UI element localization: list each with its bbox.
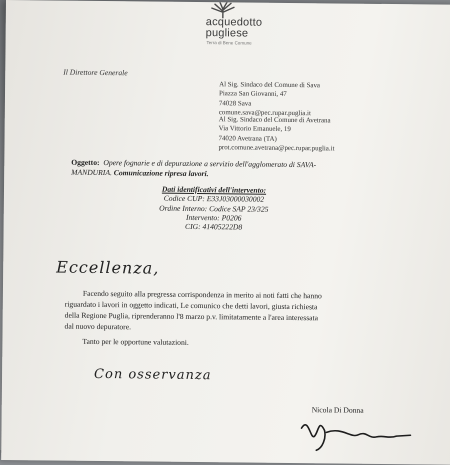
recipient-address-avetrana [218, 115, 334, 153]
body-line: della Regione Puglia, riprenderanno l'8 marzo p.v. limitatamente a l'area interessata [64, 310, 319, 323]
address-line: 74020 Avetrana (TA) [218, 134, 277, 143]
brand-name-line2: pugliese [205, 27, 249, 40]
identifiers-heading: Dati identificativi dell'intervento: [161, 184, 267, 195]
handwritten-closing: Con osservanza [94, 366, 212, 384]
sender-role: Il Direttore Generale [63, 67, 128, 78]
intervention-code: Intervento: P0206 [185, 212, 242, 223]
address-email: prot.comune.avetrana@pec.rupar.puglia.it [218, 144, 335, 153]
internal-order: Ordine Interno: Codice SAP 23/325 [159, 203, 269, 214]
subject-block [71, 158, 316, 181]
body-line: dal nuovo depuratore. [64, 321, 132, 332]
address-line: Piazza San Giovanni, 47 [218, 90, 287, 99]
address-line: Via Vittorio Emanuele, 19 [218, 125, 291, 134]
recipient-address-sava [219, 80, 320, 118]
subject-label: Oggetto: [71, 157, 100, 167]
handwritten-salutation: Eccellenza, [56, 257, 160, 278]
brand-name-line1: acquedotto [205, 16, 263, 29]
cup-code: Codice CUP: E33J03000030002 [163, 193, 265, 205]
subject-line2b: Comunicazione ripresa lavori. [113, 168, 209, 179]
letter-body [65, 288, 322, 335]
cig-code: CIG: 41405222D8 [184, 222, 243, 232]
intervention-identifiers [4, 183, 424, 234]
body-line: Facendo seguito alla pregressa corrispondenza in merito ai noti fatti che hanno [82, 288, 322, 301]
address-email: comune.sava@pec.rupar.puglia.it [218, 109, 311, 118]
address-line: Al Sig. Sindaco del Comune di Avetrana [218, 116, 331, 125]
signer-name: Nicola Di Donna [311, 405, 364, 415]
handwritten-signature [296, 408, 416, 454]
address-line: Al Sig. Sindaco del Comune di Sava [219, 81, 321, 90]
body-line: riguardato i lavori in oggetto indicati, Le comunico che detti lavori, giusta richiesta [64, 299, 318, 312]
brand-tagline: Terra di Bene Comune [206, 40, 252, 46]
subject-line2a: MANDURIA. [71, 167, 114, 178]
address-line: 74028 Sava [218, 99, 252, 108]
closing-remark: Tanto per le opportune valutazioni. [82, 336, 189, 347]
subject-line1: Opere fognarie e di depurazione a servizio dell'agglomerato di SAVA- [103, 158, 317, 170]
letter-page [1, 0, 450, 465]
